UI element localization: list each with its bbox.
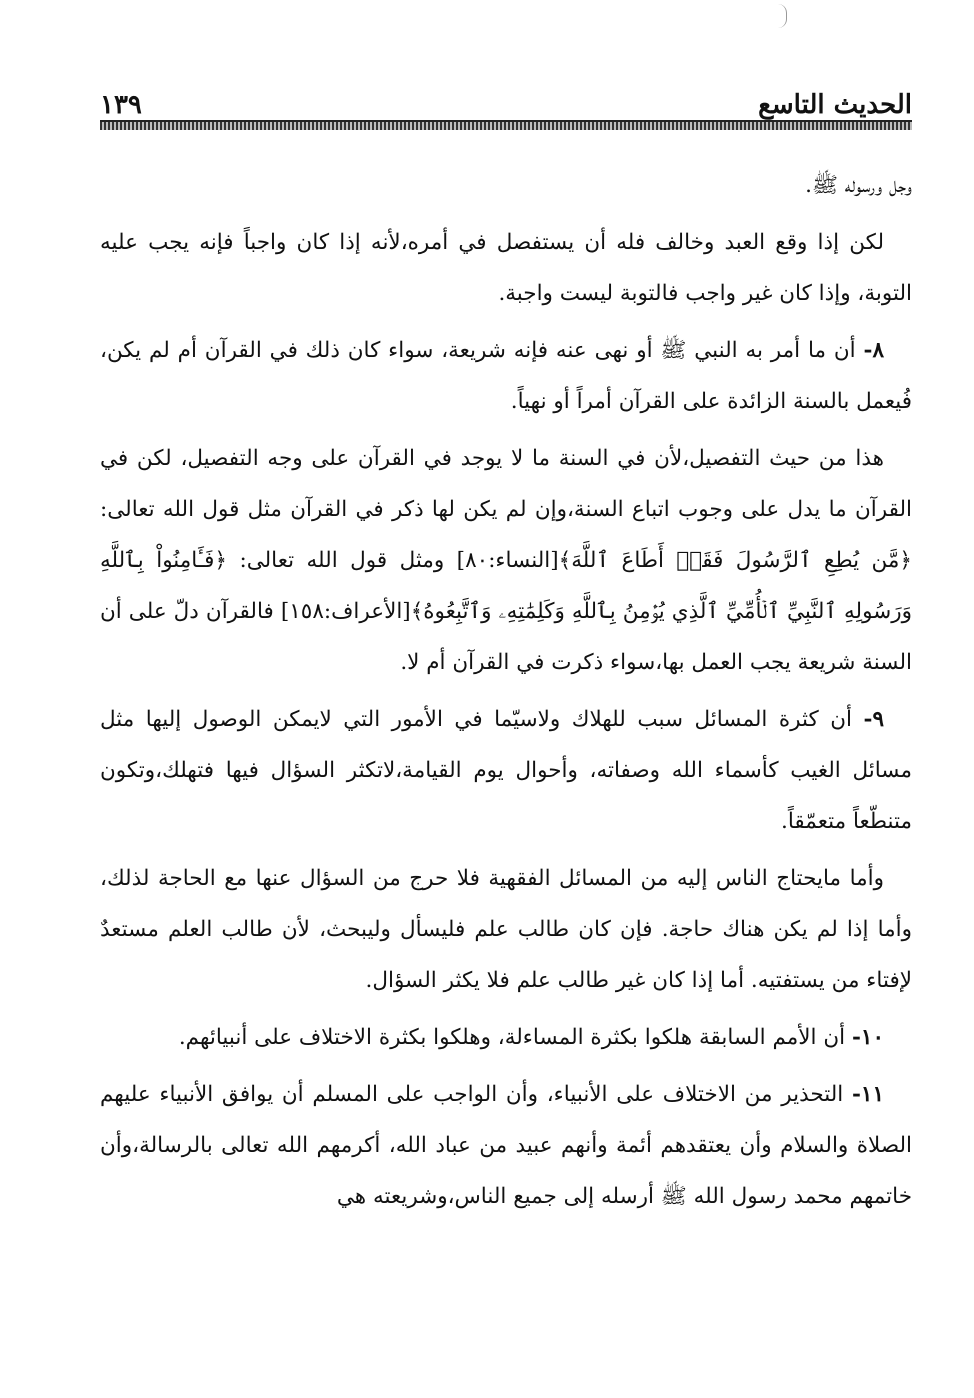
paragraph-6: [100, 853, 912, 1006]
item-number: ٨-: [863, 338, 884, 363]
paragraph-text: أن ما أمر به النبي ﷺ أو نهى عنه فإنه شريعة، سواء كان ذلك في القرآن أم لم يكن، فُيعمل بالسنة الزائدة على القرآن أمراً أو نهياً.: [100, 338, 912, 414]
margin-mark: [778, 4, 787, 28]
paragraph-text: لكن إذا وقع العبد وخالف فله أن يستفصل في أمره،لأنه إذا كان واجباً فإنه يجب عليه التوبة، وإذا كان غير واجب فالتوبة ليست واجبة.: [100, 230, 912, 306]
body-text: [100, 160, 912, 1370]
paragraph-text: هذا من حيث التفصيل،لأن في السنة ما لا يوجد في القرآن على وجه التفصيل، لكن في القرآن ما يدل على وجوب اتباع السنة،وإن لم يكن لها ذكر في القرآن مثل قول الله تعالى: ﴿مَّن يُطِعِ ٱلرَّسُولَ فَقَدۡ أَطَاعَ ٱللَّهَ﴾[النساء:٨٠] ومثل قول الله تعالى: ﴿فَـَٔامِنُواْ بِٱللَّهِ وَرَسُولِهِ ٱلنَّبِيِّ ٱلۡأُمِّيِّ ٱلَّذِي يُؤۡمِنُ بِٱللَّهِ وَكَلِمَٰتِهِۦ وَٱتَّبِعُوهُ﴾[الأعراف:١٥٨] فالقرآن دلّ على أن السنة شريعة يجب العمل بها،سواء ذكرت في القرآن أم لا.: [100, 446, 912, 675]
paragraph-8: [100, 1069, 912, 1222]
item-number: ٩-: [863, 707, 884, 732]
header-rule: [100, 122, 912, 130]
paragraph-7: [100, 1012, 912, 1063]
paragraph-4: [100, 433, 912, 688]
paragraph-3: [100, 325, 912, 427]
paragraph-1: [100, 160, 912, 211]
paragraph-text: أن الأمم السابقة هلكوا بكثرة المساءلة، وهلكوا بكثرة الاختلاف على أنبيائهم.: [178, 1025, 846, 1050]
item-number: ١٠-: [851, 1025, 884, 1050]
item-number: ١١-: [851, 1082, 884, 1107]
paragraph-text: وجل ورسوله ﷺ.: [805, 173, 912, 198]
paragraph-2: [100, 217, 912, 319]
running-title: الحديث التاسع: [758, 90, 912, 120]
page-header: [100, 80, 912, 120]
page-number: ١٣٩: [100, 90, 142, 120]
paragraph-text: أن كثرة المسائل سبب للهلاك ولاسيّما في الأمور التي لايمكن الوصول إليها مثل مسائل الغيب كأسماء الله وصفاته، وأحوال يوم القيامة،لاتكثر السؤال فيها فتهلك،وتكون متنطّعاً متعمّقاً.: [100, 707, 912, 834]
paragraph-text: وأما مايحتاج الناس إليه من المسائل الفقهية فلا حرج من السؤال عنها مع الحاجة لذلك، وأما إذا لم يكن هناك حاجة. فإن كان طالب علم فليسأل وليبحث، لأن طالب العلم مستعدٌ لإفتاء من يستفتيه. أما إذا كان غير طالب علم فلا يكثر السؤال.: [100, 866, 912, 993]
paragraph-5: [100, 694, 912, 847]
paragraph-text: التحذير من الاختلاف على الأنبياء، وأن الواجب على المسلم أن يوافق الأنبياء عليهم الصلاة والسلام وأن يعتقدهم أئمة وأنهم عبيد من عباد الله، أكرمهم الله تعالى بالرسالة،وأن خاتمهم محمد رسول الله ﷺ أرسله إلى جميع الناس،وشريعته هي: [100, 1082, 912, 1209]
